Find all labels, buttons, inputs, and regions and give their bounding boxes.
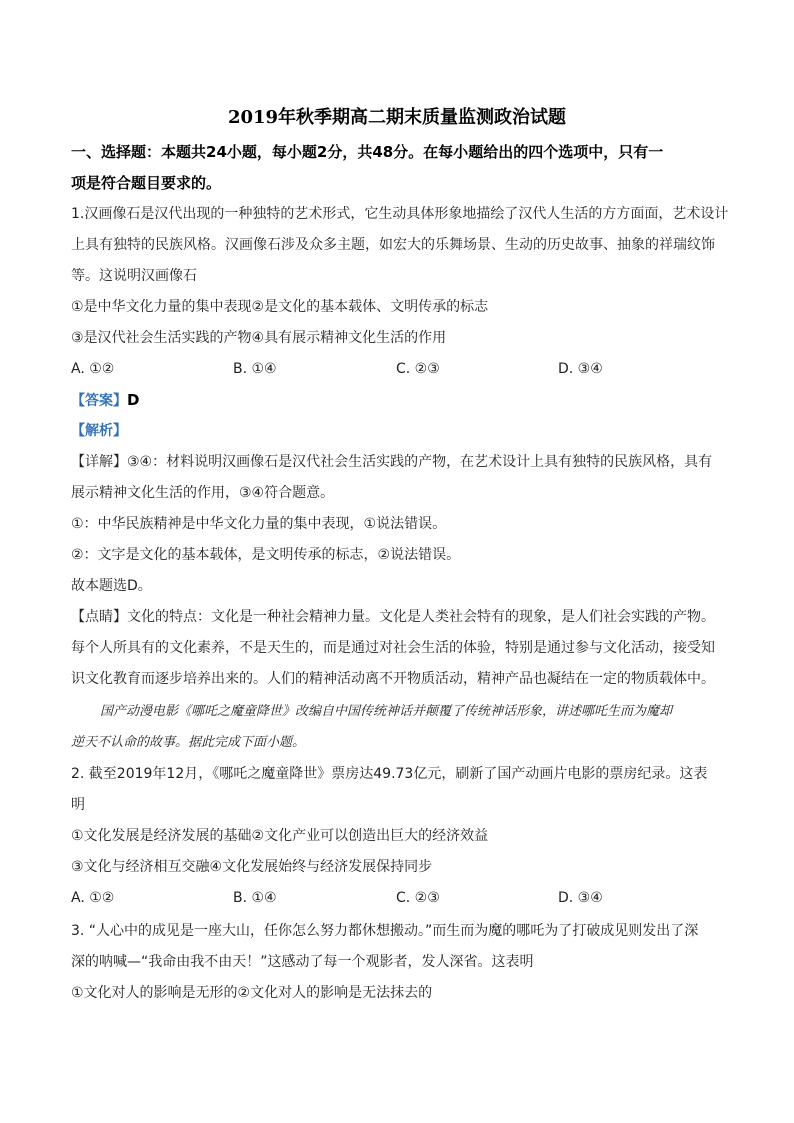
q2-option-c: C. ②③ xyxy=(396,890,440,906)
q1-items-34: ③是汉代社会生活实践的产物④具有展示精神文化生活的作用 xyxy=(71,330,447,346)
page-title: 2019年秋季期高二期末质量监测政治试题 xyxy=(227,107,567,128)
q1-detail-line-4: ②：文字是文化的基本载体，是文明传承的标志，②说法错误。 xyxy=(71,547,461,563)
section-heading-line-1: 一、选择题：本题共24小题，每小题2分，共48分。在每小题给出的四个选项中，只有一 xyxy=(71,143,664,161)
q2-stem-line-1: 2. 截至2019年12月，《哪吒之魔童降世》票房达49.73亿元，刷新了国产动画片电影的票房纪录。这表 xyxy=(71,766,708,782)
q1-stem-line-2: 上具有独特的民族风格。汉画像石涉及众多主题，如宏大的乐舞场景、生动的历史故事、抽象的祥瑞纹饰 xyxy=(71,237,715,253)
material-line-1: 国产动漫电影《哪吒之魔童降世》改编自中国传统神话并颠覆了传统神话形象，讲述哪吒生而为魔却 xyxy=(100,704,673,719)
q1-answer xyxy=(71,390,139,411)
q1-option-c: C. ②③ xyxy=(396,361,440,377)
material-line-2: 逆天不认命的故事。据此完成下面小题。 xyxy=(71,735,306,750)
q1-point-line-2: 每个人所具有的文化素养，不是天生的，而是通过对社会生活的体验，特别是通过参与文化活动，接受知 xyxy=(71,640,715,656)
q1-analysis-heading xyxy=(71,421,127,441)
q3-items-12: ①文化对人的影响是无形的②文化对人的影响是无法抹去的 xyxy=(71,985,433,1001)
q1-stem-line-3: 等。这说明汉画像石 xyxy=(71,268,197,284)
q2-option-b: B. ①④ xyxy=(233,890,277,906)
q1-detail-line-3: ①：中华民族精神是中华文化力量的集中表现，①说法错误。 xyxy=(71,516,447,532)
q3-stem-line-2: 深的呐喊—“我命由我不由天！”这感动了每一个观影者，发人深省。这表明 xyxy=(71,954,534,970)
q3-stem-line-1: 3. “人心中的成见是一座大山，任你怎么努力都休想搬动。”而生而为魔的哪吒为了打破成见则发出了深 xyxy=(71,923,699,939)
answer-tag: 【答案】 xyxy=(71,393,127,409)
detail-tag: 【详解】 xyxy=(71,454,127,470)
q2-stem-line-2: 明 xyxy=(71,797,85,813)
q1-option-a: A. ①② xyxy=(71,361,115,377)
point-text-1: 文化的特点：文化是一种社会精神力量。文化是人类社会特有的现象，是人们社会实践的产物。 xyxy=(127,609,715,625)
q1-point-line-3: 识文化教育而逐步培养出来的。人们的精神活动离不开物质活动，精神产品也凝结在一定的物质载体中。 xyxy=(71,671,715,687)
q1-detail-line-2: 展示精神文化生活的作用，③④符合题意。 xyxy=(71,485,335,501)
answer-value: D xyxy=(127,391,140,409)
q2-items-34: ③文化与经济相互交融④文化发展始终与经济发展保持同步 xyxy=(71,859,433,875)
q1-option-d: D. ③④ xyxy=(558,361,603,377)
q1-items-12: ①是中华文化力量的集中表现②是文化的基本载体、文明传承的标志 xyxy=(71,299,489,315)
q2-option-d: D. ③④ xyxy=(558,890,603,906)
q1-detail-line-1 xyxy=(71,452,712,472)
q1-point-line-1 xyxy=(71,607,715,627)
analysis-tag: 【解析】 xyxy=(71,423,127,439)
q2-items-12: ①文化发展是经济发展的基础②文化产业可以创造出巨大的经济效益 xyxy=(71,828,489,844)
detail-text-1: ③④：材料说明汉画像石是汉代社会生活实践的产物，在艺术设计上具有独特的民族风格，具有 xyxy=(127,454,713,470)
q2-option-a: A. ①② xyxy=(71,890,115,906)
q1-stem-line-1: 1.汉画像石是汉代出现的一种独特的艺术形式，它生动具体形象地描绘了汉代人生活的方方面面，艺术设计 xyxy=(71,206,729,222)
q1-option-b: B. ①④ xyxy=(233,361,277,377)
section-heading-line-2: 项是符合题目要求的。 xyxy=(71,174,222,192)
point-tag: 【点睛】 xyxy=(71,609,127,625)
q1-detail-line-5: 故本题选D。 xyxy=(71,578,152,594)
